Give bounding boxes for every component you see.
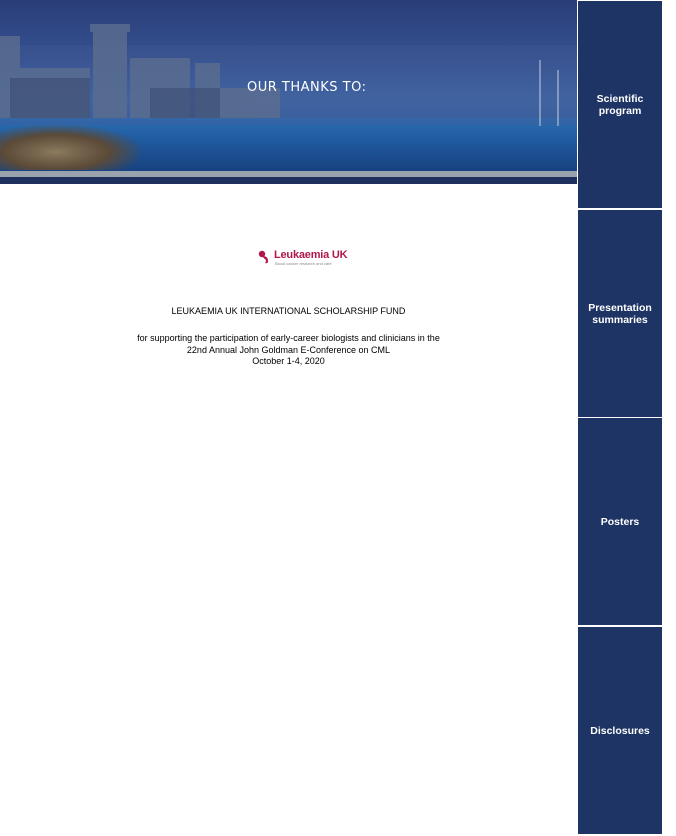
conference-dates: October 1-4, 2020 [252, 356, 325, 366]
leukaemia-uk-logo-mark-icon [258, 250, 272, 264]
nav-label-line1: Presentation [588, 301, 652, 314]
acknowledgement-text [0, 333, 577, 368]
banner-title: OUR THANKS TO: [247, 80, 367, 95]
conference-name: 22nd Annual John Goldman E-Conference on CML [186, 344, 391, 355]
side-navigation [577, 0, 676, 836]
banner-bottom-bar [0, 177, 577, 184]
nav-scientific-program-button[interactable] [578, 1, 662, 208]
logo-tagline: Blood cancer research and care [275, 261, 332, 266]
boat-masts [530, 60, 570, 130]
rocky-shore [0, 125, 140, 170]
nav-label-line1: Scientific [596, 92, 644, 105]
header-banner-image [0, 0, 577, 184]
nav-label-line1: Disclosures [590, 724, 650, 737]
castle-silhouette [0, 18, 290, 130]
leukaemia-uk-logo [258, 249, 348, 269]
nav-presentation-summaries-button[interactable] [578, 210, 662, 417]
acknowledgement-line: for supporting the participation of early-career biologists and clinicians in the [137, 333, 440, 343]
nav-posters-button[interactable] [578, 418, 662, 625]
nav-label-line2: summaries [592, 313, 648, 326]
nav-label-line2: program [598, 104, 642, 117]
scholarship-fund-heading: LEUKAEMIA UK INTERNATIONAL SCHOLARSHIP FUND [171, 306, 406, 316]
nav-disclosures-button[interactable] [578, 627, 662, 834]
logo-name: Leukaemia UK [274, 249, 348, 261]
nav-label-line1: Posters [600, 515, 640, 528]
